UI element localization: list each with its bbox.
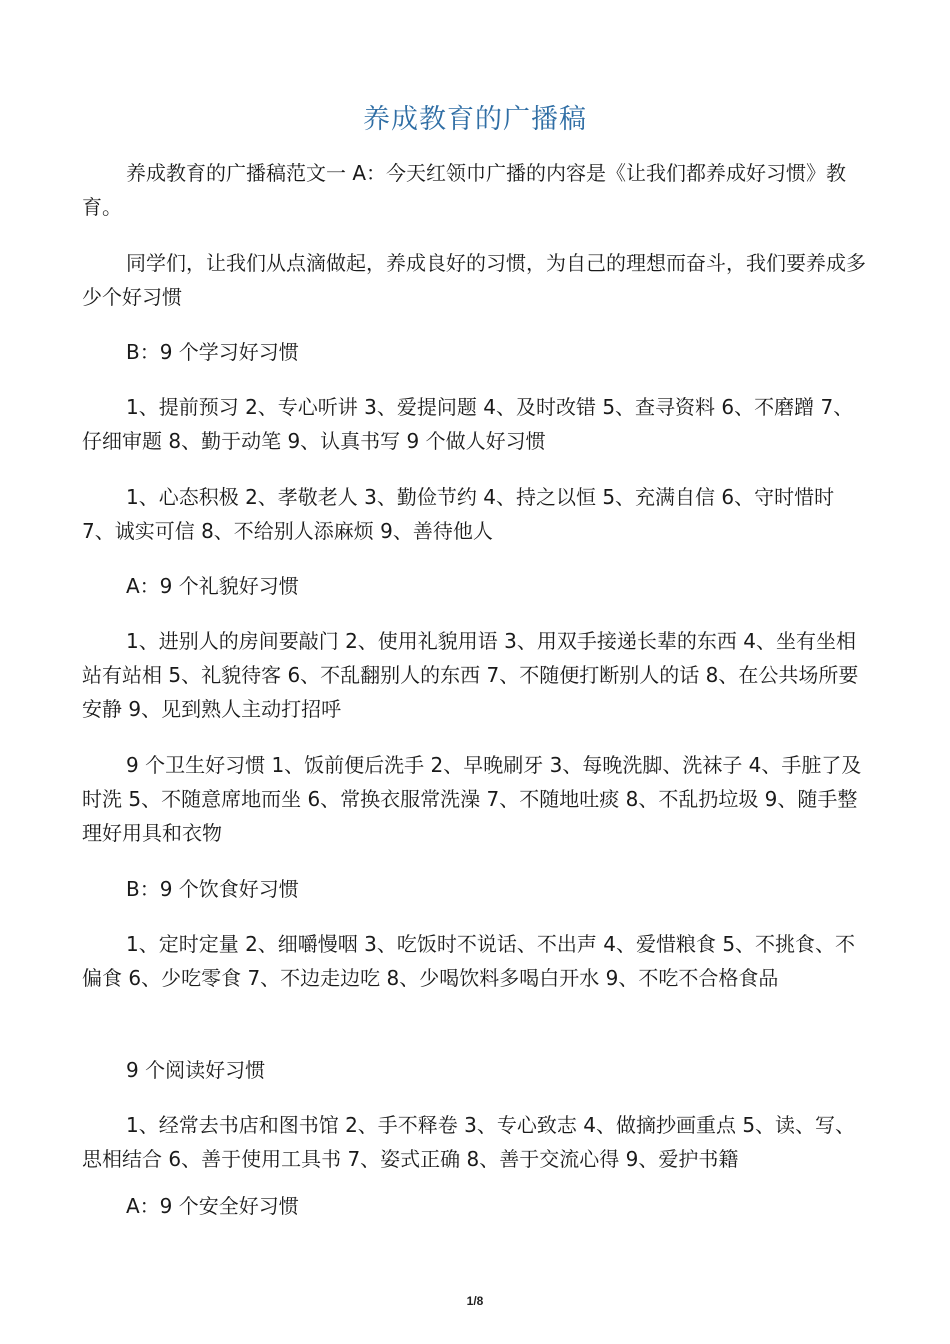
paragraph-intro: 养成教育的广播稿范文一 A：今天红领巾广播的内容是《让我们都养成好习惯》教育。 [82,161,847,219]
paragraph-reading-heading: 9 个阅读好习惯 [126,1058,266,1082]
paragraph-manners-list: 1、进别人的房间要敲门 2、使用礼貌用语 3、用双手接递长辈的东西 4、坐有坐相站有站相 5、礼貌待客 6、不乱翻别人的东西 7、不随便打断别人的话 8、在公共场所要安静 9、见到熟人主动打招呼 [82,629,859,721]
paragraph-manners-heading: A：9 个礼貌好习惯 [126,574,299,598]
paragraph-diet-heading: B：9 个饮食好习惯 [126,877,299,901]
paragraph-study-heading: B：9 个学习好习惯 [126,340,299,364]
paragraph-appeal: 同学们，让我们从点滴做起，养成良好的习惯，为自己的理想而奋斗，我们要养成多少个好习惯 [82,251,866,309]
page-number: 1/8 [466,1294,484,1308]
paragraph-diet-list: 1、定时定量 2、细嚼慢咽 3、吃饭时不说话、不出声 4、爱惜粮食 5、不挑食、不偏食 6、少吃零食 7、不边走边吃 8、少喝饮料多喝白开水 9、不吃不合格食品 [82,932,856,990]
paragraph-safety-heading: A：9 个安全好习惯 [126,1194,299,1218]
document-title: 养成教育的广播稿 [363,104,587,135]
paragraph-reading-list: 1、经常去书店和图书馆 2、手不释卷 3、专心致志 4、做摘抄画重点 5、读、写、思相结合 6、善于使用工具书 7、姿式正确 8、善于交流心得 9、爱护书籍 [82,1113,856,1171]
paragraph-hygiene-list: 9 个卫生好习惯 1、饭前便后洗手 2、早晚刷牙 3、每晚洗脚、洗袜子 4、手脏了及时洗 5、不随意席地而坐 6、常换衣服常洗澡 7、不随地吐痰 8、不乱扔垃圾 9、随手整理好用具和衣物 [82,753,862,845]
paragraph-conduct-list: 1、心态积极 2、孝敬老人 3、勤俭节约 4、持之以恒 5、充满自信 6、守时惜时 7、诚实可信 8、不给别人添麻烦 9、善待他人 [82,485,835,543]
paragraph-study-list: 1、提前预习 2、专心听讲 3、爱提问题 4、及时改错 5、查寻资料 6、不磨蹭 7、仔细审题 8、勤于动笔 9、认真书写 9 个做人好习惯 [82,395,854,453]
